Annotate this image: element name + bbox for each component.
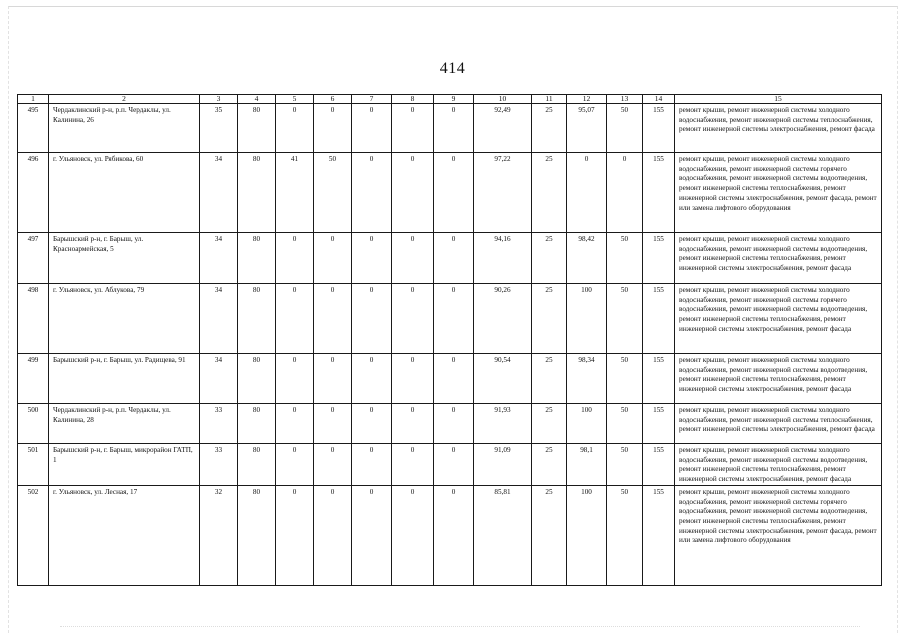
- value-cell: 80: [238, 485, 276, 585]
- table-row: [18, 404, 882, 444]
- value-cell: 25: [532, 104, 567, 153]
- header-row: [18, 95, 882, 104]
- address-cell: Барышский р-н, г. Барыш, ул. Радищева, 91: [49, 354, 200, 404]
- value-cell: 34: [200, 153, 238, 233]
- column-header: 15: [675, 95, 882, 104]
- table-row: [18, 485, 882, 585]
- value-cell: 155: [643, 444, 675, 486]
- value-cell: 33: [200, 404, 238, 444]
- column-header: 14: [643, 95, 675, 104]
- value-cell: 0: [276, 233, 314, 284]
- value-cell: 0: [434, 404, 474, 444]
- value-cell: 100: [567, 404, 607, 444]
- value-cell: 0: [352, 485, 392, 585]
- value-cell: 25: [532, 354, 567, 404]
- row-number: 499: [18, 354, 49, 404]
- value-cell: 80: [238, 153, 276, 233]
- value-cell: 0: [392, 404, 434, 444]
- value-cell: 0: [567, 153, 607, 233]
- value-cell: 0: [352, 153, 392, 233]
- column-header: 13: [607, 95, 643, 104]
- value-cell: 98,42: [567, 233, 607, 284]
- value-cell: 41: [276, 153, 314, 233]
- repair-works-cell: ремонт крыши, ремонт инженерной системы холодного водоснабжения, ремонт инженерной системы теплоснабжения, ремонт инженерной системы электроснабжения, ремонт фасада: [675, 104, 882, 153]
- value-cell: 0: [434, 233, 474, 284]
- value-cell: 50: [607, 444, 643, 486]
- value-cell: 0: [276, 444, 314, 486]
- value-cell: 0: [352, 104, 392, 153]
- value-cell: 0: [434, 485, 474, 585]
- value-cell: 0: [352, 284, 392, 354]
- row-number: 498: [18, 284, 49, 354]
- column-header: 5: [276, 95, 314, 104]
- address-cell: Чердаклинский р-н, р.п. Чердаклы, ул. Калинина, 28: [49, 404, 200, 444]
- repair-works-cell: ремонт крыши, ремонт инженерной системы холодного водоснабжения, ремонт инженерной системы водоотведения, ремонт инженерной системы теплоснабжения, ремонт инженерной системы электроснабжения, ремонт фасада: [675, 233, 882, 284]
- column-header: 10: [474, 95, 532, 104]
- value-cell: 0: [434, 444, 474, 486]
- value-cell: 90,26: [474, 284, 532, 354]
- repair-works-cell: ремонт крыши, ремонт инженерной системы холодного водоснабжения, ремонт инженерной системы водоотведения, ремонт инженерной системы теплоснабжения, ремонт инженерной системы электроснабжения, ремонт фасада: [675, 444, 882, 486]
- value-cell: 34: [200, 284, 238, 354]
- value-cell: 0: [392, 444, 434, 486]
- value-cell: 92,49: [474, 104, 532, 153]
- column-header: 8: [392, 95, 434, 104]
- table-row: [18, 104, 882, 153]
- value-cell: 25: [532, 284, 567, 354]
- value-cell: 25: [532, 444, 567, 486]
- value-cell: 95,07: [567, 104, 607, 153]
- capital-repair-table: [17, 94, 882, 586]
- repair-works-cell: ремонт крыши, ремонт инженерной системы холодного водоснабжения, ремонт инженерной системы горячего водоснабжения, ремонт инженерной системы водоотведения, ремонт инженерной системы теплоснабжения, ремонт инженерной системы электроснабжения, ремонт фасада: [675, 284, 882, 354]
- repair-works-cell: ремонт крыши, ремонт инженерной системы холодного водоснабжения, ремонт инженерной системы водоотведения, ремонт инженерной системы теплоснабжения, ремонт инженерной системы электроснабжения, ремонт фасада: [675, 354, 882, 404]
- value-cell: 50: [607, 284, 643, 354]
- value-cell: 155: [643, 404, 675, 444]
- repair-works-cell: ремонт крыши, ремонт инженерной системы холодного водоснабжения, ремонт инженерной системы горячего водоснабжения, ремонт инженерной системы водоотведения, ремонт инженерной системы теплоснабжения, ремонт инженерной системы электроснабжения, ремонт фасада, ремонт или замена лифтового оборудования: [675, 153, 882, 233]
- value-cell: 0: [392, 104, 434, 153]
- column-header: 4: [238, 95, 276, 104]
- value-cell: 25: [532, 233, 567, 284]
- value-cell: 0: [276, 354, 314, 404]
- value-cell: 0: [314, 354, 352, 404]
- address-cell: Барышский р-н, г. Барыш, микрорайон ГАТП, 1: [49, 444, 200, 486]
- repair-works-cell: ремонт крыши, ремонт инженерной системы холодного водоснабжения, ремонт инженерной системы теплоснабжения, ремонт инженерной системы электроснабжения, ремонт фасада: [675, 404, 882, 444]
- value-cell: 155: [643, 485, 675, 585]
- column-header: 1: [18, 95, 49, 104]
- value-cell: 80: [238, 404, 276, 444]
- address-cell: Барышский р-н, г. Барыш, ул. Красноармейская, 5: [49, 233, 200, 284]
- address-cell: г. Ульяновск, ул. Рябикова, 60: [49, 153, 200, 233]
- value-cell: 0: [434, 354, 474, 404]
- value-cell: 0: [314, 104, 352, 153]
- value-cell: 0: [392, 485, 434, 585]
- column-header: 9: [434, 95, 474, 104]
- page-number: 414: [439, 60, 466, 77]
- value-cell: 98,1: [567, 444, 607, 486]
- value-cell: 0: [392, 233, 434, 284]
- value-cell: 90,54: [474, 354, 532, 404]
- value-cell: 80: [238, 444, 276, 486]
- value-cell: 0: [607, 153, 643, 233]
- value-cell: 0: [314, 485, 352, 585]
- value-cell: 0: [392, 284, 434, 354]
- value-cell: 35: [200, 104, 238, 153]
- value-cell: 0: [434, 104, 474, 153]
- value-cell: 0: [392, 354, 434, 404]
- value-cell: 0: [434, 153, 474, 233]
- value-cell: 155: [643, 153, 675, 233]
- value-cell: 155: [643, 104, 675, 153]
- value-cell: 32: [200, 485, 238, 585]
- column-header: 6: [314, 95, 352, 104]
- value-cell: 33: [200, 444, 238, 486]
- value-cell: 94,16: [474, 233, 532, 284]
- value-cell: 97,22: [474, 153, 532, 233]
- column-header: 11: [532, 95, 567, 104]
- value-cell: 0: [276, 104, 314, 153]
- value-cell: 0: [352, 404, 392, 444]
- value-cell: 25: [532, 485, 567, 585]
- value-cell: 100: [567, 284, 607, 354]
- table-row: [18, 153, 882, 233]
- table-row: [18, 354, 882, 404]
- value-cell: 34: [200, 233, 238, 284]
- value-cell: 80: [238, 104, 276, 153]
- address-cell: г. Ульяновск, ул. Аблукова, 79: [49, 284, 200, 354]
- value-cell: 0: [352, 233, 392, 284]
- value-cell: 0: [392, 153, 434, 233]
- value-cell: 0: [314, 284, 352, 354]
- row-number: 502: [18, 485, 49, 585]
- row-number: 501: [18, 444, 49, 486]
- row-number: 496: [18, 153, 49, 233]
- value-cell: 34: [200, 354, 238, 404]
- column-header: 3: [200, 95, 238, 104]
- row-number: 497: [18, 233, 49, 284]
- value-cell: 25: [532, 404, 567, 444]
- value-cell: 80: [238, 233, 276, 284]
- value-cell: 80: [238, 284, 276, 354]
- value-cell: 0: [314, 404, 352, 444]
- value-cell: 50: [607, 485, 643, 585]
- value-cell: 0: [352, 444, 392, 486]
- value-cell: 155: [643, 354, 675, 404]
- value-cell: 155: [643, 233, 675, 284]
- value-cell: 50: [607, 354, 643, 404]
- column-header: 2: [49, 95, 200, 104]
- value-cell: 0: [276, 485, 314, 585]
- value-cell: 0: [314, 444, 352, 486]
- value-cell: 0: [276, 404, 314, 444]
- value-cell: 0: [434, 284, 474, 354]
- value-cell: 155: [643, 284, 675, 354]
- value-cell: 50: [314, 153, 352, 233]
- value-cell: 0: [352, 354, 392, 404]
- value-cell: 50: [607, 404, 643, 444]
- value-cell: 50: [607, 104, 643, 153]
- value-cell: 25: [532, 153, 567, 233]
- row-number: 500: [18, 404, 49, 444]
- value-cell: 91,09: [474, 444, 532, 486]
- value-cell: 100: [567, 485, 607, 585]
- repair-works-cell: ремонт крыши, ремонт инженерной системы холодного водоснабжения, ремонт инженерной системы горячего водоснабжения, ремонт инженерной системы водоотведения, ремонт инженерной системы теплоснабжения, ремонт инженерной системы электроснабжения, ремонт фасада, ремонт или замена лифтового оборудования: [675, 485, 882, 585]
- table-row: [18, 444, 882, 486]
- value-cell: 0: [276, 284, 314, 354]
- table-row: [18, 233, 882, 284]
- value-cell: 80: [238, 354, 276, 404]
- value-cell: 50: [607, 233, 643, 284]
- value-cell: 0: [314, 233, 352, 284]
- table-row: [18, 284, 882, 354]
- row-number: 495: [18, 104, 49, 153]
- scan-artifact: [60, 626, 860, 631]
- address-cell: г. Ульяновск, ул. Лесная, 17: [49, 485, 200, 585]
- column-header: 7: [352, 95, 392, 104]
- value-cell: 91,93: [474, 404, 532, 444]
- column-header: 12: [567, 95, 607, 104]
- value-cell: 98,34: [567, 354, 607, 404]
- value-cell: 85,81: [474, 485, 532, 585]
- address-cell: Чердаклинский р-н, р.п. Чердаклы, ул. Калинина, 26: [49, 104, 200, 153]
